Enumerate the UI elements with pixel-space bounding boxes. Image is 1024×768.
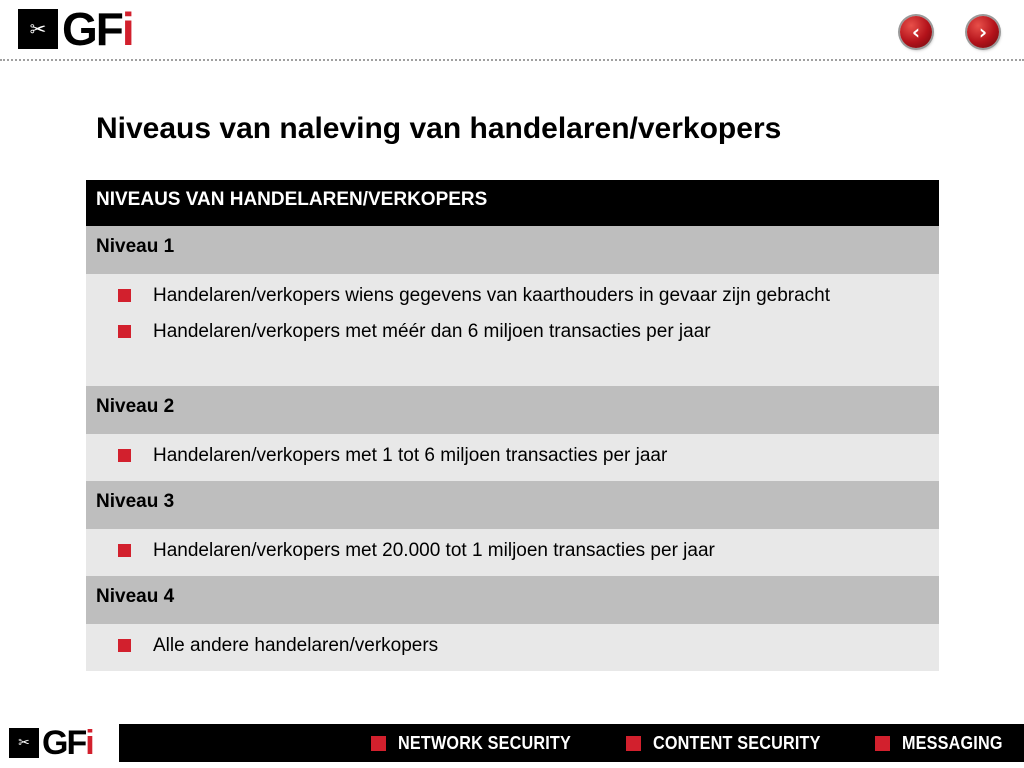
footer-link-label: NETWORK SECURITY xyxy=(397,732,571,753)
red-square-icon xyxy=(626,736,641,751)
bullet-square-icon xyxy=(118,449,131,462)
footer-bar xyxy=(119,724,1024,762)
gfi-logo xyxy=(18,3,133,55)
gfi-logo-icon: ✂ xyxy=(9,728,39,758)
bullet-square-icon xyxy=(118,289,131,302)
bullet-square-icon xyxy=(118,325,131,338)
list-item xyxy=(96,537,929,564)
list-item-text: Alle andere handelaren/verkopers xyxy=(153,635,439,656)
chevron-left-icon: ‹ xyxy=(911,20,921,44)
levels-table xyxy=(86,180,939,671)
level-items-1 xyxy=(86,274,939,386)
list-item xyxy=(96,442,929,469)
list-item xyxy=(96,632,929,659)
level-items-3 xyxy=(86,529,939,576)
chevron-right-icon: › xyxy=(978,20,988,44)
list-item-text: Handelaren/verkopers met 20.000 tot 1 miljoen transacties per jaar xyxy=(153,540,715,561)
red-square-icon xyxy=(875,736,890,751)
footer-link-label: CONTENT SECURITY xyxy=(652,732,821,753)
logo-text: GF xyxy=(62,3,122,55)
level-row-2: Niveau 2 xyxy=(86,386,939,434)
bullet-square-icon xyxy=(118,544,131,557)
header-divider xyxy=(0,59,1024,61)
level-items-4 xyxy=(86,624,939,671)
footer-logo-text-i: i xyxy=(85,724,93,762)
list-item-text: Handelaren/verkopers met méér dan 6 miljoen transacties per jaar xyxy=(153,321,711,342)
list-item-text: Handelaren/verkopers wiens gegevens van kaarthouders in gevaar zijn gebracht xyxy=(153,285,831,306)
page-title: Niveaus van naleving van handelaren/verkopers xyxy=(96,112,782,145)
red-square-icon xyxy=(371,736,386,751)
next-slide-button[interactable] xyxy=(967,16,999,48)
logo-text-i: i xyxy=(121,3,133,55)
list-item-text: Handelaren/verkopers met 1 tot 6 miljoen transacties per jaar xyxy=(153,445,668,466)
list-item xyxy=(96,282,929,309)
footer-link-content-security[interactable] xyxy=(626,733,839,754)
gfi-logo-icon: ✂ xyxy=(18,9,58,49)
footer-logo-text: GF xyxy=(42,724,86,762)
table-header: NIVEAUS VAN HANDELAREN/VERKOPERS xyxy=(86,180,939,226)
previous-slide-button[interactable] xyxy=(900,16,932,48)
level-row-4: Niveau 4 xyxy=(86,576,939,624)
bullet-square-icon xyxy=(118,639,131,652)
level-items-2 xyxy=(86,434,939,481)
level-row-1: Niveau 1 xyxy=(86,226,939,274)
list-item xyxy=(96,318,929,345)
footer-link-messaging[interactable] xyxy=(875,733,1014,754)
footer-gfi-logo xyxy=(9,724,93,762)
footer-link-label: MESSAGING xyxy=(902,732,1003,753)
level-row-3: Niveau 3 xyxy=(86,481,939,529)
footer-link-network-security[interactable] xyxy=(371,733,590,754)
